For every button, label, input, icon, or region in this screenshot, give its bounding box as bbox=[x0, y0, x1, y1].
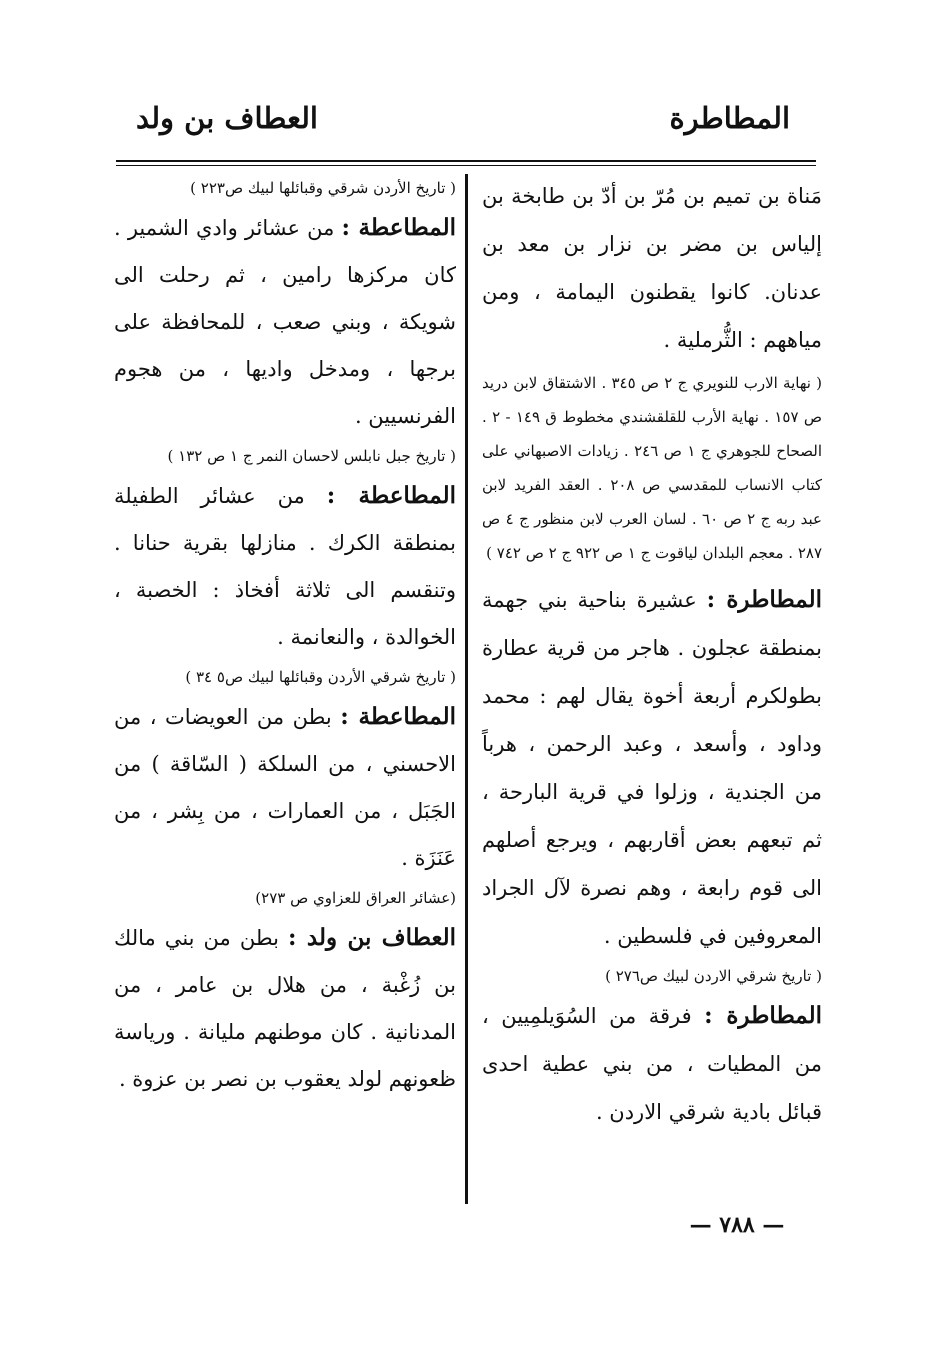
entry-paragraph bbox=[482, 576, 822, 960]
entry-text: بطن من العويضات ، من الاحسني ، من السلكة ( السّاقة ) من الجَبَل ، من العمارات ، من بِشر ، من عَنَزَة . bbox=[114, 705, 456, 870]
entry-reference: ( تاريخ الأردن شرقي وقبائلها لبيك ص٢٢٣ ) bbox=[190, 179, 456, 197]
left-column bbox=[114, 172, 456, 1103]
entry-paragraph bbox=[114, 693, 456, 882]
header-rule-thin bbox=[116, 165, 816, 166]
entry-paragraph bbox=[114, 914, 456, 1103]
right-column bbox=[482, 172, 822, 1136]
entry-text: فرقة من السُوَيلمِيين ، من المطيات ، من بني عطية احدى قبائل بادية شرقي الاردن . bbox=[482, 1004, 822, 1124]
entry-text: عشيرة بناحية بني جهمة بمنطقة عجلون . هاجر من قرية عطارة بطولكرم أربعة أخوة يقال لهم : محمد وداود ، وأسعد ، وعبد الرحمن ، هرباً من الجندية ، وزلوا في قرية البارحة ، ثم تبعهم بعض أقاربهم ، ويرجع أصلهم الى قوم رابعة ، وهم نصرة لآل الجراد المعروفين في فلسطين . bbox=[482, 588, 822, 948]
entry-heading: المطاعطة : bbox=[326, 482, 456, 509]
entry-paragraph bbox=[114, 472, 456, 661]
entry-heading: المطاطرة : bbox=[706, 586, 822, 613]
entry-reference: ( نهاية الارب للنويري ج ٢ ص ٣٤٥ . الاشتقاق لابن دريد ص ١٥٧ . نهاية الأرب للقلقشندي مخطوط ق ١٤٩ - ٢ . الصحاح للجوهري ج ١ ص ٢٤٦ . زيادات الاصبهاني على كتاب الانساب للمقدسي ص ٢٠٨ . العقد الفريد لابن عبد ربه ج ٢ ص ٦٠ . لسان العرب لابن منظور ج ٤ ص ٢٨٧ . معجم البلدان لياقوت ج ١ ص ٩٢٢ ج ٢ ص ٧٤٢ ) bbox=[482, 374, 823, 562]
entry-paragraph bbox=[482, 992, 822, 1136]
entry-heading: المطاعطة : bbox=[341, 214, 456, 241]
entry-reference: (عشائر العراق للعزاوي ص ٢٧٣) bbox=[255, 889, 456, 907]
running-header-right: المطاطرة bbox=[669, 101, 790, 135]
entry-reference: ( تاريخ شرقي الاردن لبيك ص٢٧٦ ) bbox=[605, 967, 822, 985]
entry-heading: المطاعطة : bbox=[340, 703, 456, 730]
column-divider bbox=[465, 174, 468, 1204]
entry-text: من عشائر وادي الشمير . كان مركزها رامين ، ثم رحلت الى شويكة ، وبني صعب ، للمحافظة على برجها ، ومدخل واديها ، من هجوم الفرنسيين . bbox=[114, 216, 456, 428]
header-rule-thick bbox=[116, 160, 816, 162]
entry-heading: العطاف بن ولد : bbox=[288, 924, 456, 951]
entry-heading: المطاطرة : bbox=[704, 1002, 823, 1029]
entry-reference: ( تاريخ شرقي الأردن وقبائلها لبيك ص٥ ٣٤ ) bbox=[185, 668, 456, 686]
entry-text: بطن من بني مالك بن زُغْبة ، من هلال بن عامر ، من المدنانية . كان موطنهم مليانة . ورياسة ظعونهم لولد يعقوب بن نصر بن عزوة . bbox=[114, 926, 456, 1091]
page-number: — ٧٨٨ — bbox=[689, 1212, 785, 1238]
entry-text: من عشائر الطفيلة بمنطقة الكرك . منازلها بقرية حنانا . وتنقسم الى ثلاثة أفخاذ : الخصبة ، الخوالدة ، والنعانمة . bbox=[114, 484, 456, 649]
entry-reference: ( تاريخ جبل نابلس لاحسان النمر ج ١ ص ١٣٢ ) bbox=[167, 447, 456, 465]
entry-paragraph bbox=[114, 204, 456, 440]
running-header-left: العطاف بن ولد bbox=[136, 101, 318, 135]
entry-text: مَناة بن تميم بن مُرّ بن أدّ بن طابخة بن إلياس بن مضر بن نزار بن معد بن عدنان. كانوا يقطنون اليمامة ، ومن مياههم : الثُّرملية . bbox=[482, 184, 822, 352]
